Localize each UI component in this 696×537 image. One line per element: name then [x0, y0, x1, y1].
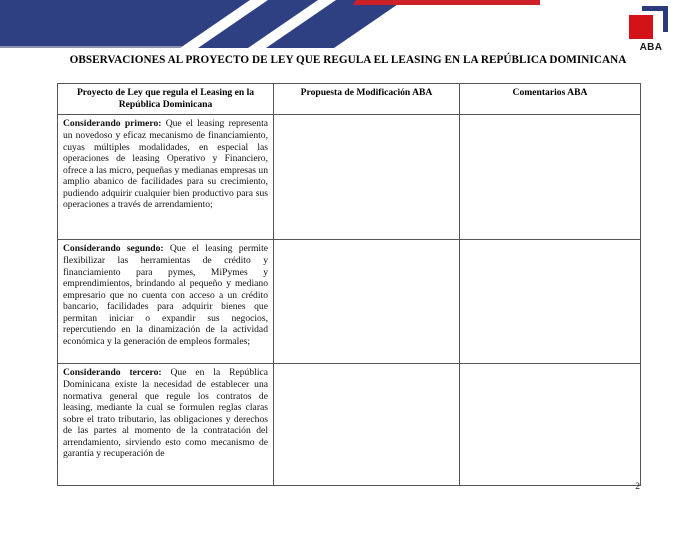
considerando-tercero-text: Que en la República Dominicana existe la necesidad de establecer una normativa general que regule los contratos de leasing, mediante la cual se formulen reglas claras sobre el trato tributario, las obligaciones y derechos de las partes al momento de la contratación del arrendamiento, sirviendo esto como mecanismo de garantía y recuperación de	[63, 367, 268, 460]
column-header-propuesta-modificacion: Propuesta de Modificación ABA	[274, 84, 460, 115]
table-row	[58, 240, 641, 364]
cell-comentarios-3[interactable]	[460, 364, 641, 486]
cell-comentarios-2[interactable]	[460, 240, 641, 364]
page-number: 2	[635, 482, 640, 492]
aba-logo	[626, 6, 680, 56]
aba-logo-mark	[626, 6, 676, 42]
banner-bottom-rule	[0, 46, 182, 48]
red-square-icon	[629, 15, 653, 39]
cell-propuesta-1[interactable]	[274, 115, 460, 240]
cell-considerando-tercero	[58, 364, 274, 486]
column-header-comentarios: Comentarios ABA	[460, 84, 641, 115]
observations-table	[57, 83, 641, 486]
cell-comentarios-1[interactable]	[460, 115, 641, 240]
considerando-tercero-label: Considerando tercero:	[63, 367, 162, 379]
considerando-primero-label: Considerando primero:	[63, 118, 162, 130]
considerando-segundo-label: Considerando segundo:	[63, 243, 164, 255]
table-header-row	[58, 84, 641, 115]
cell-considerando-primero	[58, 115, 274, 240]
cell-considerando-segundo	[58, 240, 274, 364]
cell-propuesta-3[interactable]	[274, 364, 460, 486]
aba-logo-text: ABA	[639, 42, 663, 53]
table-row	[58, 364, 641, 486]
cell-propuesta-2[interactable]	[274, 240, 460, 364]
page-title: OBSERVACIONES AL PROYECTO DE LEY QUE REGULA EL LEASING EN LA REPÚBLICA DOMINICANA	[69, 54, 627, 66]
table-row	[58, 115, 641, 240]
considerando-segundo-text: Que el leasing permite flexibilizar las herramientas de crédito y financiamiento para pymes, MiPymes y emprendimientos, brindando al pequeño y mediano empresario que no cuenta con acceso a un crédito bancario, facilidades para adquirir bienes que permitan iniciar o expandir sus negocios, repercutiendo en la dinamización de la actividad económica y la generación de empleos formales;	[63, 243, 269, 347]
observations-table-wrapper	[57, 83, 640, 486]
header-banner	[0, 0, 696, 48]
banner-red-bar	[353, 0, 540, 5]
considerando-primero-text: Que el leasing representa un novedoso y eficaz mecanismo de financiamiento, cuyas múltiples modalidades, en especial las operaciones de leasing Operativo y Financiero, ofrece a las micro, pequeñas y medianas empresas un amplio abanico de facilidades para su crecimiento, pudiendo adquirir cualquier bien productivo para sus operaciones a través de arrendamiento;	[63, 118, 269, 211]
column-header-proyecto-de-ley: Proyecto de Ley que regula el Leasing en la República Dominicana	[58, 84, 274, 115]
